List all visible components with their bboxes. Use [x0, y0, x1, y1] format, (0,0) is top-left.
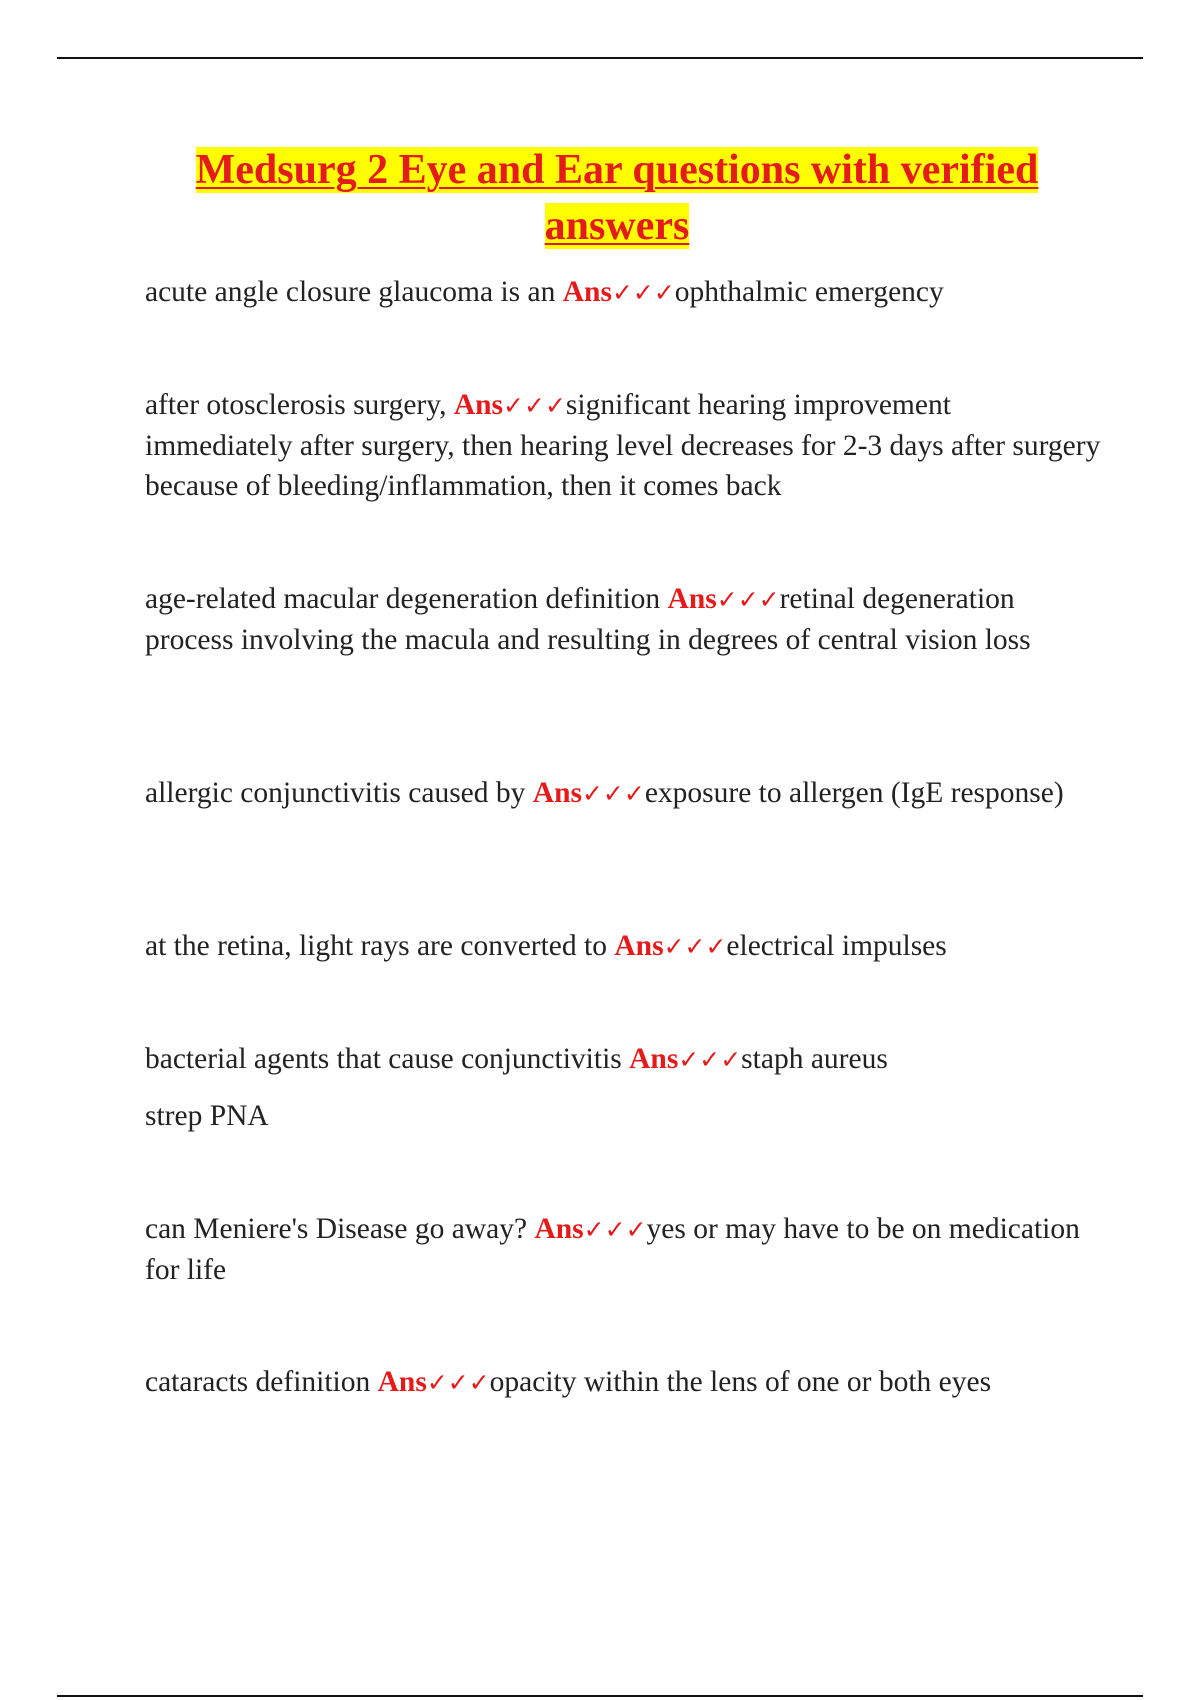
- ans-label: Ans: [562, 276, 612, 308]
- answer-text: ophthalmic emergency: [674, 276, 944, 308]
- answer-extra-text: strep PNA: [145, 1100, 269, 1132]
- answer-text: opacity within the lens of one or both eyes: [489, 1366, 992, 1398]
- check-marks-icon: ✓✓✓: [503, 391, 566, 420]
- answer-text: staph aureus: [741, 1043, 888, 1075]
- question-text: at the retina, light rays are converted to: [145, 930, 615, 962]
- check-marks-icon: ✓✓✓: [716, 585, 780, 614]
- document-title-text: Medsurg 2 Eye and Ear questions with verified answers: [195, 147, 1039, 249]
- qa-item: [145, 579, 1105, 660]
- top-rule: [57, 57, 1143, 59]
- check-marks-icon: ✓✓✓: [663, 932, 727, 961]
- ans-label: Ans: [614, 930, 664, 962]
- answer-text: exposure to allergen (IgE response): [644, 777, 1064, 809]
- document-title: [120, 142, 1114, 254]
- check-marks-icon: ✓✓✓: [583, 1215, 647, 1244]
- question-text: acute angle closure glaucoma is an: [145, 276, 563, 308]
- check-marks-icon: ✓✓✓: [581, 779, 645, 808]
- answer-text: electrical impulses: [726, 930, 947, 962]
- ans-label: Ans: [532, 777, 582, 809]
- check-marks-icon: ✓✓✓: [426, 1368, 490, 1397]
- qa-item: [145, 1209, 1105, 1290]
- question-text: allergic conjunctivitis caused by: [145, 777, 533, 809]
- ans-label: Ans: [377, 1366, 427, 1398]
- question-text: age-related macular degeneration definition: [145, 583, 668, 615]
- question-text: cataracts definition: [145, 1366, 378, 1398]
- answer-text: retinal degeneration process involving the macula and resulting in degrees of central vision loss: [145, 583, 1031, 656]
- bottom-rule: [57, 1695, 1143, 1697]
- ans-label: Ans: [629, 1043, 679, 1075]
- qa-item: [145, 272, 1105, 313]
- qa-item: [145, 385, 1105, 506]
- question-text: can Meniere's Disease go away?: [145, 1213, 535, 1245]
- qa-item: [145, 773, 1105, 814]
- answer-text: significant hearing improvement immediately after surgery, then hearing level decreases for 2-3 days after surgery because of bleeding/inflammation, then it comes back: [145, 389, 1101, 502]
- check-marks-icon: ✓✓✓: [611, 278, 675, 307]
- qa-item: [145, 926, 1105, 967]
- ans-label: Ans: [453, 389, 504, 421]
- question-text: bacterial agents that cause conjunctivitis: [145, 1043, 630, 1075]
- qa-item: [145, 1039, 1105, 1136]
- answer-text: yes or may have to be on medication for life: [145, 1213, 1080, 1286]
- question-text: after otosclerosis surgery,: [145, 389, 454, 421]
- ans-label: Ans: [534, 1213, 584, 1245]
- qa-item: [145, 1362, 1105, 1403]
- ans-label: Ans: [667, 583, 717, 615]
- check-marks-icon: ✓✓✓: [678, 1045, 742, 1074]
